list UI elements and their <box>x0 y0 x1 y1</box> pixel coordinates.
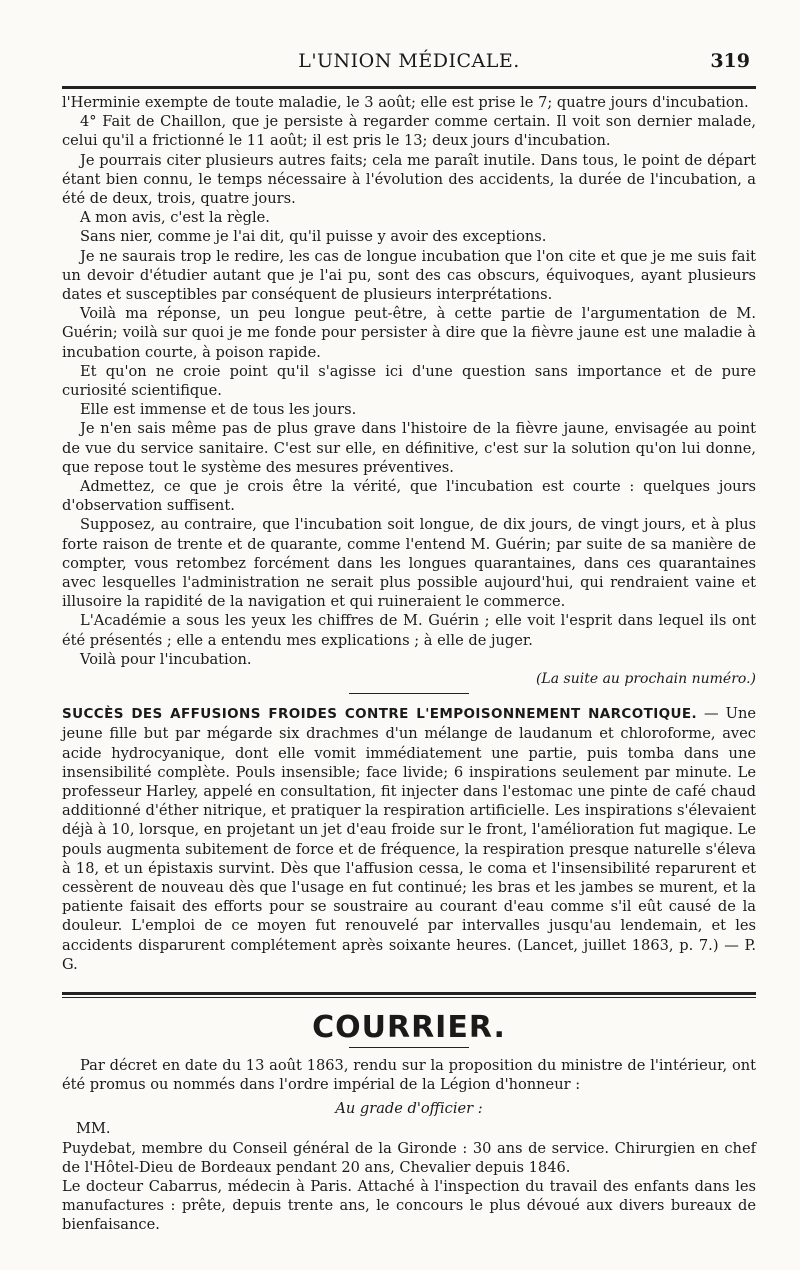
honoree-entry: Le docteur Cabarrus, médecin à Paris. Attaché à l'inspection du travail des enfants dans les manufactures : prête, depuis trente ans, le concours le plus dévoué aux divers bureaux de bienfaisance. <box>62 1177 756 1234</box>
courrier-section <box>62 1010 756 1235</box>
salutation: MM. <box>76 1120 111 1138</box>
paragraph: l'Herminie exempte de toute maladie, le 3 août; elle est prise le 7; quatre jours d'incubation. <box>62 94 749 111</box>
grade-heading: Au grade d'officier : <box>335 1100 483 1118</box>
incubation-section <box>62 93 756 687</box>
paragraph: A mon avis, c'est la règle. <box>80 209 270 227</box>
continuation-note: (La suite au prochain numéro.) <box>535 671 756 688</box>
page-header <box>62 44 756 78</box>
courrier-intro: Par décret en date du 13 août 1863, rendu sur la proposition du ministre de l'intérieur, ont été promus ou nommés dans l'ordre impérial de la Légion d'honneur : <box>62 1056 756 1094</box>
paragraph: Elle est immense et de tous les jours. <box>80 401 357 419</box>
section-divider <box>349 693 469 694</box>
news-heading: SUCCÈS DES AFFUSIONS FROIDES CONTRE L'EMPOISONNEMENT NARCOTIQUE. <box>62 706 698 723</box>
paragraph: Et qu'on ne croie point qu'il s'agisse ici d'une question sans importance et de pure curiosité scientifique. <box>62 362 756 400</box>
page-number: 319 <box>710 50 750 72</box>
paragraph: Sans nier, comme je l'ai dit, qu'il puisse y avoir des exceptions. <box>80 228 547 246</box>
paragraph: Je n'en sais même pas de plus grave dans l'histoire de la fièvre jaune, envisagée au point de vue du service sanitaire. C'est sur elle, en définitive, c'est sur la solution qu'on lui donne, que repose tout le système des mesures préventives. <box>62 420 756 476</box>
paragraph: Je pourrais citer plusieurs autres faits; cela me paraît inutile. Dans tous, le point de départ étant bien connu, le temps nécessaire à l'évolution des accidents, la durée de l'incubation, a été de deux, trois, quatre jours. <box>62 151 756 208</box>
honoree-entry: Puydebat, membre du Conseil général de la Gironde : 30 ans de service. Chirurgien en chef de l'Hôtel-Dieu de Bordeaux pendant 20 ans, Chevalier depuis 1846. <box>62 1139 756 1176</box>
news-item <box>62 704 756 974</box>
news-paragraph <box>62 704 756 974</box>
courrier-rule <box>62 992 756 998</box>
paragraph: Voilà ma réponse, un peu longue peut-être, à cette partie de l'argumentation de M. Guérin; voilà sur quoi je me fonde pour persister à dire que la fièvre jaune est une maladie à incubation courte, à poison rapide. <box>62 305 756 361</box>
courrier-title: COURRIER. <box>312 1009 506 1045</box>
running-title: L'UNION MÉDICALE. <box>298 50 520 72</box>
paragraph: 4° Fait de Chaillon, que je persiste à regarder comme certain. Il voit son dernier malade, celui qu'il a frictionné le 11 août; il est pris le 13; deux jours d'incubation. <box>62 113 756 150</box>
paragraph: Je ne saurais trop le redire, les cas de longue incubation que l'on cite et que je me suis fait un devoir d'étudier autant que je l'ai pu, sont des cas obscurs, équivoques, ayant plusieurs dates et susceptibles par conséquent de plusieurs interprétations. <box>62 247 756 304</box>
paragraph: L'Académie a sous les yeux les chiffres de M. Guérin ; elle voit l'esprit dans lequel ils ont été présentés ; elle a entendu mes explications ; à elle de juger. <box>62 612 756 649</box>
paragraph: Admettez, ce que je crois être la vérité, que l'incubation est courte : quelques jours d'observation suffisent. <box>62 478 756 515</box>
double-rule <box>62 992 756 998</box>
title-underline <box>349 1047 469 1048</box>
paragraph: Voilà pour l'incubation. <box>80 650 252 668</box>
news-body: — Une jeune fille but par mégarde six drachmes d'un mélange de laudanum et chloroforme, avec acide hydrocyanique, dont elle vomit immédiatement une partie, puis tomba dans une insensibilité complète. Pouls insensible; face livide; 6 inspirations seulement par minute. Le professeur Harley, appelé en consultation, fit injecter dans l'estomac une pinte de café chaud additionné d'éther nitrique, et pratiquer la respiration artificielle. Les inspirations s'élevaient déjà à 10, lorsque, en projetant un jet d'eau froide sur le front, l'amélioration fut magique. Le pouls augmenta subitement de force et de fréquence, la respiration presque naturelle s'éleva à 18, et un épistaxis survint. Dès que l'affusion cessa, le coma et l'insensibilité reparurent et cessèrent de nouveau dès que l'usage en fut continué; les bras et les jambes se murent, et la patiente faisait des efforts pour se soustraire au courant d'eau comme s'il eût causé de la douleur. L'emploi de ce moyen fut renouvelé par intervalles jusqu'au lendemain, et les accidents disparurent complétement après soixante heures. (Lancet, juillet 1863, p. 7.) — P. G. <box>62 705 756 973</box>
header-rule <box>62 86 756 89</box>
paragraph: Supposez, au contraire, que l'incubation soit longue, de dix jours, de vingt jours, et à plus forte raison de trente et de quarante, comme l'entend M. Guérin; par suite de sa manière de compter, vous retombez forcément dans les longues quarantaines, dans ces quarantaines avec lesquelles l'administration ne serait plus possible aujourd'hui, qui rendraient vaine et illusoire la rapidité de la navigation et qui ruineraient le commerce. <box>62 516 756 611</box>
